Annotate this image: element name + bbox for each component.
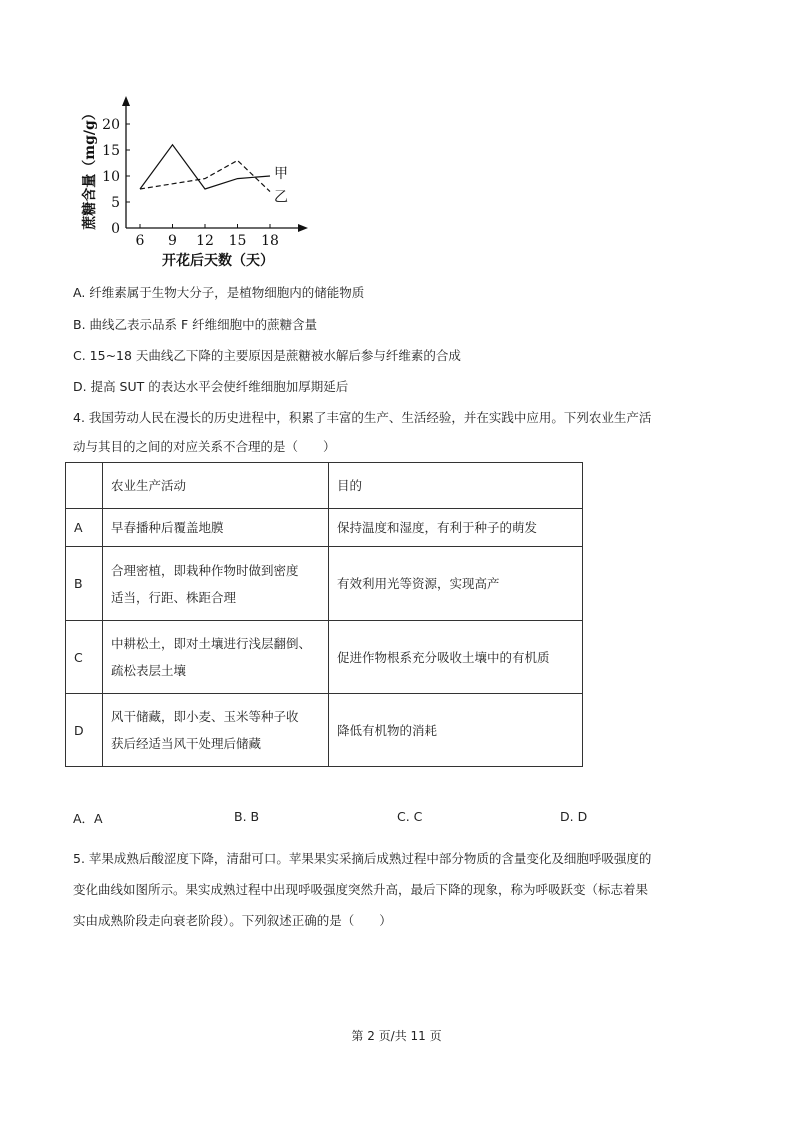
series-label: 甲	[274, 166, 288, 182]
series-labels	[274, 166, 288, 206]
row-activity: 早春播种后覆盖地膜	[103, 509, 329, 547]
q5-line2: 变化曲线如图所示。果实成熟过程中出现呼吸强度突然升高，最后下降的现象，称为呼吸跃变（标志着果	[73, 882, 649, 897]
row-activity: 合理密植，即栽种作物时做到密度 适当，行距、株距合理	[103, 547, 329, 621]
series-label: 乙	[274, 189, 288, 206]
option-b-q4: B. B	[234, 809, 260, 824]
y-tick-label: 20	[102, 117, 120, 133]
option-d-q3: D. 提高 SUT 的表达水平会使纤维细胞加厚期延后	[73, 379, 349, 394]
chart-series	[140, 145, 270, 192]
y-axis-label: 蔗糖含量（mg/g）	[82, 106, 98, 230]
x-tick-label: 15	[228, 233, 247, 249]
x-tick-label: 12	[196, 233, 214, 249]
row-purpose: 促进作物根系充分吸收土壤中的有机质	[329, 621, 583, 694]
q5-line1: 5. 苹果成熟后酸涩度下降，清甜可口。苹果果实采摘后成熟过程中部分物质的含量变化及细胞呼吸强度的	[73, 851, 652, 866]
q5-line3: 实由成熟阶段走向衰老阶段）。下列叙述正确的是（ ）	[73, 913, 392, 928]
q4-table	[65, 462, 583, 767]
series-line-yi	[140, 160, 270, 191]
table-row	[66, 621, 583, 694]
y-axis-arrow	[122, 96, 130, 106]
row-label: D	[66, 694, 103, 767]
x-axis-label: 开花后天数（天）	[162, 253, 274, 269]
row-label: C	[66, 621, 103, 694]
y-tick-label: 10	[102, 169, 120, 185]
row-purpose: 保持温度和湿度，有利于种子的萌发	[329, 509, 583, 547]
header-col2: 农业生产活动	[103, 463, 329, 509]
x-axis-arrow	[298, 224, 308, 232]
option-c-q3: C. 15~18 天曲线乙下降的主要原因是蔗糖被水解后参与纤维素的合成	[73, 348, 461, 363]
header-col3: 目的	[329, 463, 583, 509]
table-row	[66, 547, 583, 621]
row-purpose: 降低有机物的消耗	[329, 694, 583, 767]
row-purpose: 有效利用光等资源，实现高产	[329, 547, 583, 621]
table-row	[66, 509, 583, 547]
sucrose-line-chart	[72, 88, 312, 273]
row-label: A	[66, 509, 103, 547]
chart-axes	[122, 96, 308, 232]
option-a-q4: A．A	[73, 811, 103, 826]
table-header-row	[66, 463, 583, 509]
option-d-q4: D. D	[560, 809, 588, 824]
header-col1	[66, 463, 103, 509]
q4-stem-line1: 4. 我国劳动人民在漫长的历史进程中，积累了丰富的生产、生活经验，并在实践中应用。下列农业生产活	[73, 410, 652, 425]
option-a-q3: A. 纤维素属于生物大分子，是植物细胞内的储能物质	[73, 285, 365, 300]
row-label: B	[66, 547, 103, 621]
x-tick-label: 6	[135, 233, 145, 249]
series-line-jia	[140, 145, 270, 189]
table-row	[66, 694, 583, 767]
q4-stem-line2: 动与其目的之间的对应关系不合理的是（ ）	[73, 439, 336, 454]
x-tick-label: 18	[261, 233, 279, 249]
x-tick-label: 9	[168, 233, 177, 249]
y-tick-label: 5	[111, 195, 120, 211]
page-footer: 第 2 页/共 11 页	[351, 1029, 442, 1043]
row-activity: 中耕松土，即对土壤进行浅层翻倒、 疏松表层土壤	[103, 621, 329, 694]
y-tick-label: 0	[111, 221, 120, 237]
row-activity: 风干储藏，即小麦、玉米等种子收 获后经适当风干处理后储藏	[103, 694, 329, 767]
y-tick-label: 15	[102, 143, 120, 159]
option-c-q4: C. C	[397, 809, 423, 824]
option-b-q3: B. 曲线乙表示品系 F 纤维细胞中的蔗糖含量	[73, 317, 318, 332]
